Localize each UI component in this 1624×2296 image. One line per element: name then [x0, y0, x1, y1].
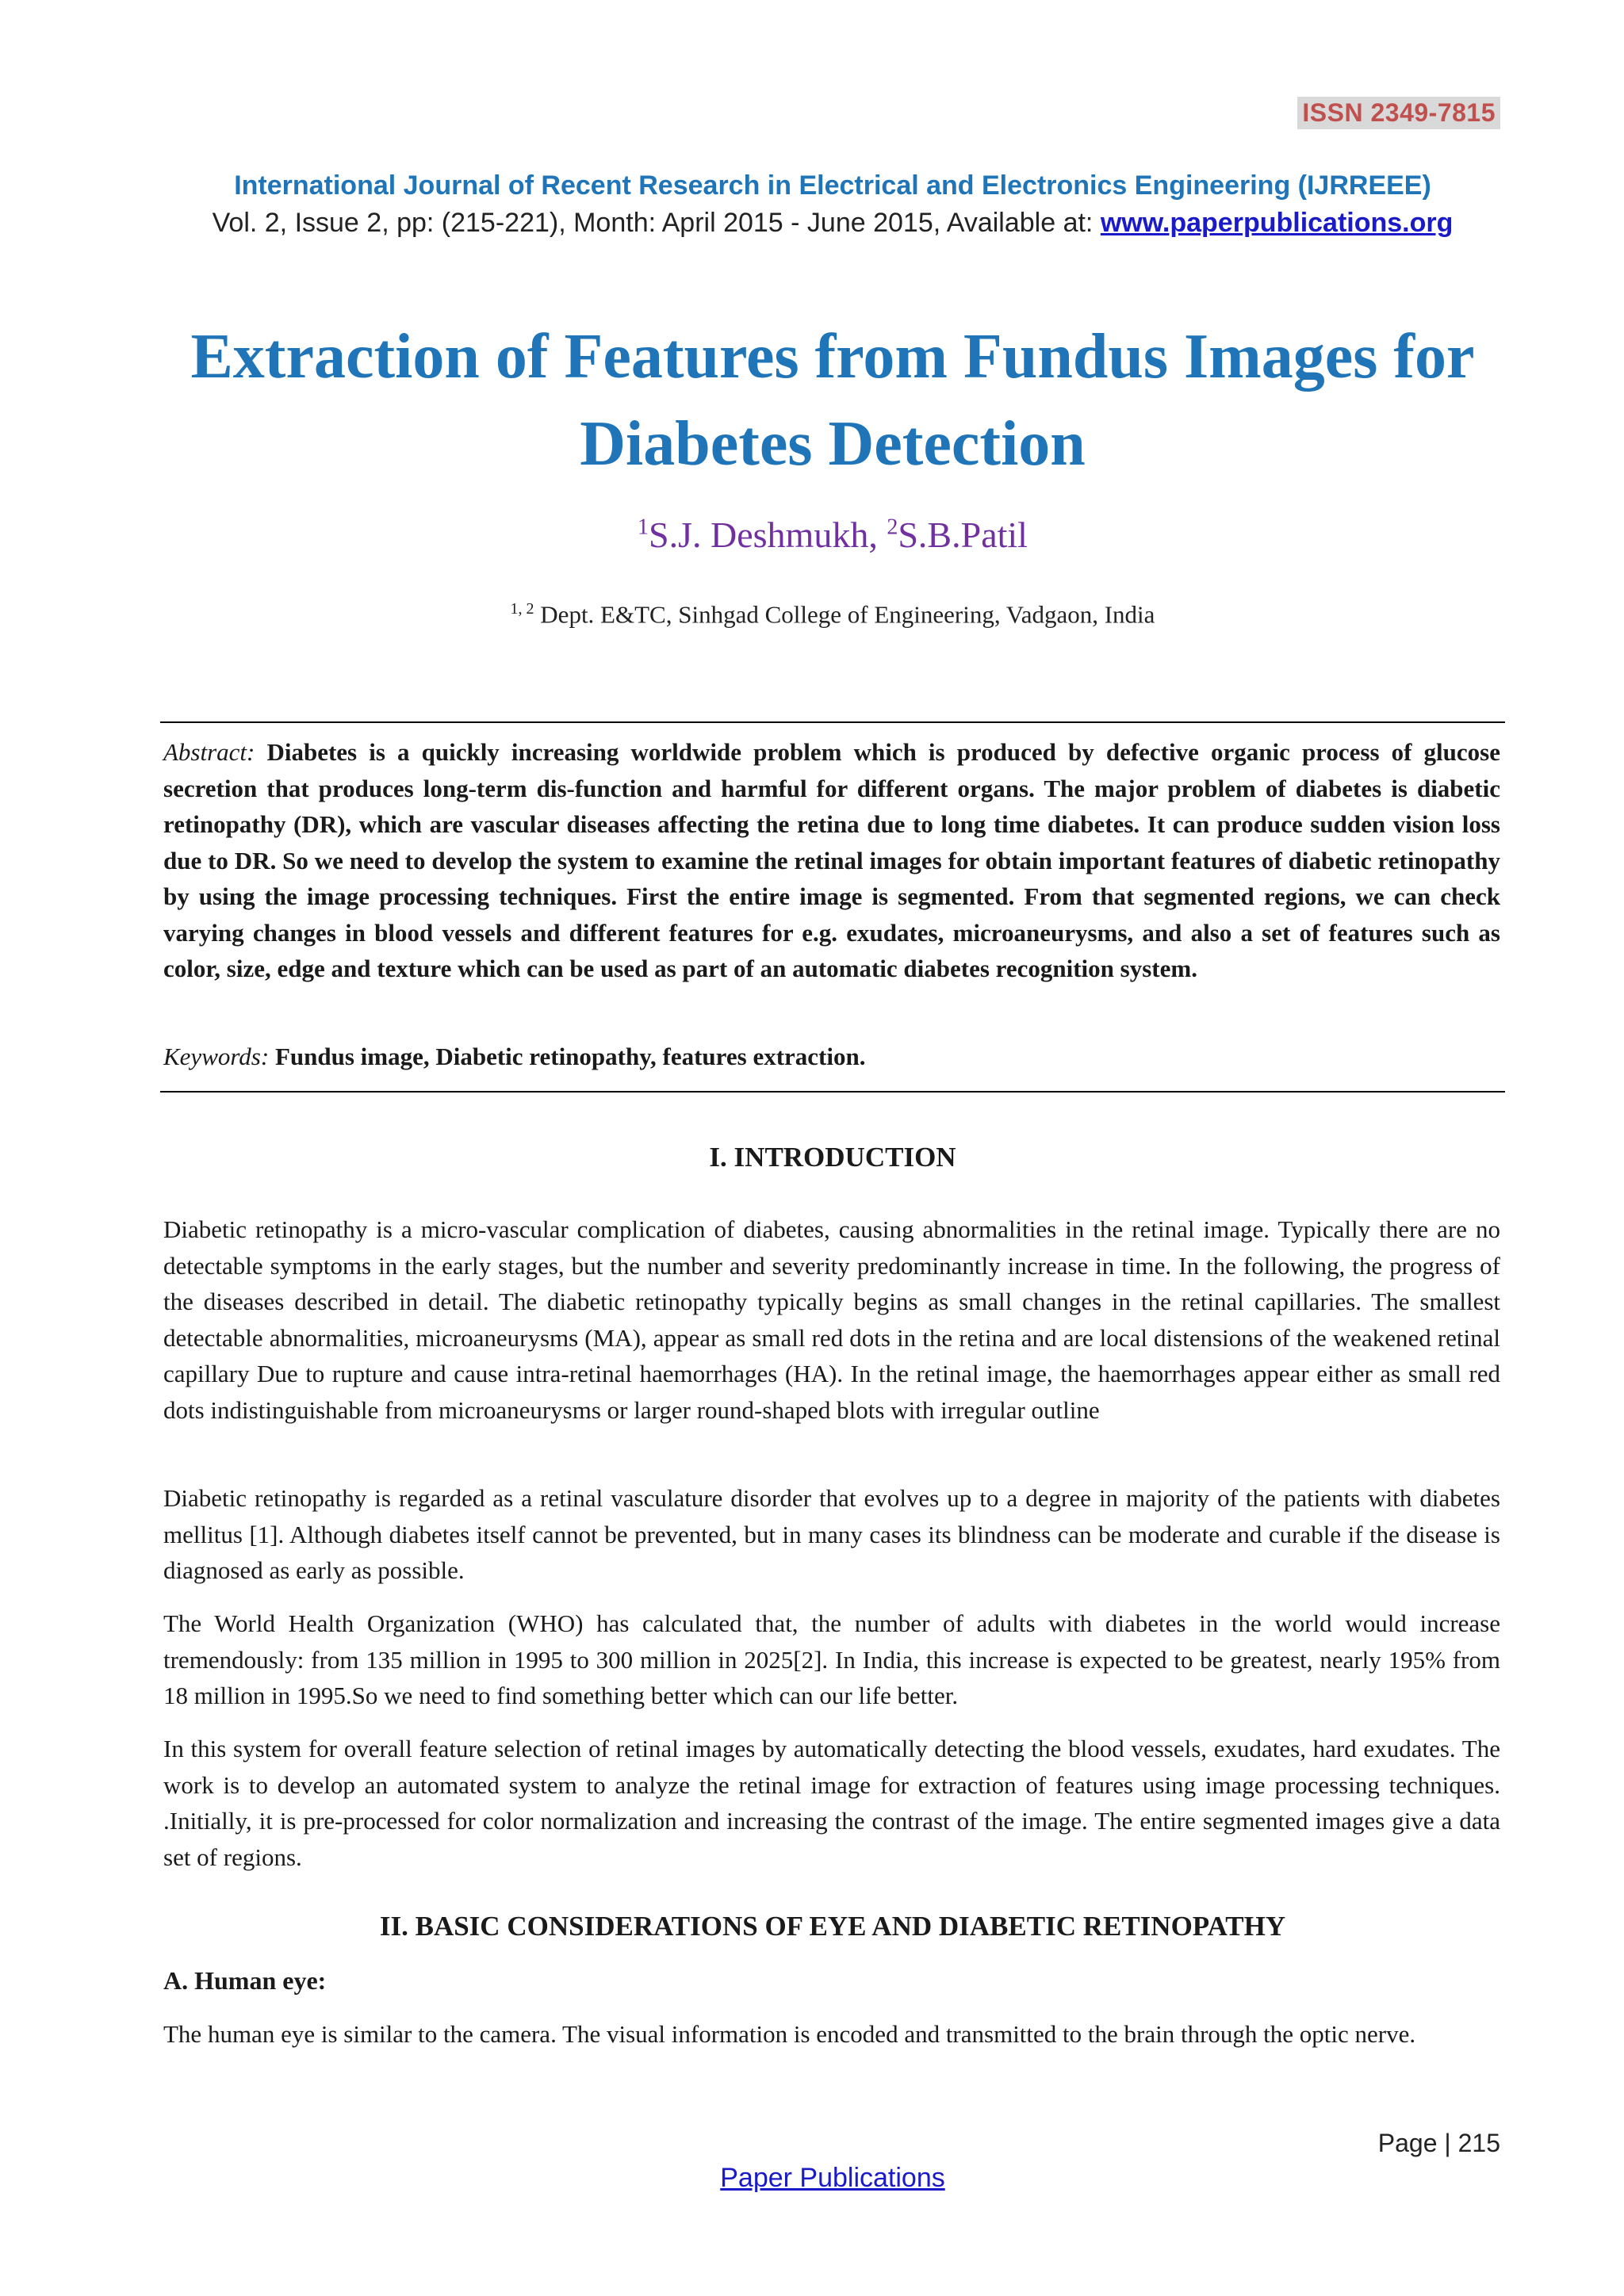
- abstract-label: Abstract:: [163, 738, 255, 766]
- intro-paragraph-1: Diabetic retinopathy is a micro-vascular complication of diabetes, causing abnormalities in the retinal image. Typically there are no detectable symptoms in the early stages, but the number and severity predominantly increase in time. In the following, the progress of the diseases described in detail. The diabetic retinopathy typically begins as small changes in the retinal capillaries. The smallest detectable abnormalities, microaneurysms (MA), appear as small red dots in the retina and are local distensions of the weakened retinal capillary Due to rupture and cause intra-retinal haemorrhages (HA). In the retinal image, the haemorrhages appear either as small red dots indistinguishable from microaneurysms or larger round-shaped blots with irregular outline: [163, 1215, 1500, 1424]
- affiliation: [0, 600, 1624, 629]
- author-2-name: S.B.Patil: [898, 515, 1028, 555]
- affiliation-sup: 1, 2: [510, 600, 534, 618]
- keywords-label: Keywords:: [163, 1043, 270, 1070]
- abstract-bottom-rule: [160, 1091, 1505, 1093]
- section-heading-basic-considerations: II. BASIC CONSIDERATIONS OF EYE AND DIABETIC RETINOPATHY: [379, 1911, 1286, 1942]
- intro-paragraph-3: The World Health Organization (WHO) has calculated that, the number of adults with diabetes in the world would increase tremendously: from 135 million in 1995 to 300 million in 2025[2]. In India, this increase is expected to be greatest, nearly 195% from 18 million in 1995.So we need to find something better which can our life better.: [163, 1609, 1500, 1709]
- subsection-heading-human-eye: A. Human eye:: [163, 1966, 327, 1995]
- human-eye-paragraph-1: The human eye is similar to the camera. The visual information is encoded and transmitted to the brain through the optic nerve.: [163, 2020, 1416, 2048]
- volume-info: [0, 208, 1624, 239]
- authors: [0, 514, 1624, 556]
- author-1-sup: 1: [638, 515, 649, 540]
- keywords: [163, 1039, 1500, 1075]
- keywords-text: Fundus image, Diabetic retinopathy, features extraction.: [269, 1043, 866, 1070]
- abstract-top-rule: [160, 721, 1505, 723]
- affiliation-text: Dept. E&TC, Sinhgad College of Engineering, Vadgaon, India: [534, 600, 1155, 629]
- author-1-name: S.J. Deshmukh,: [649, 515, 887, 555]
- intro-paragraph-4: In this system for overall feature selection of retinal images by automatically detecting the blood vessels, exudates, hard exudates. The work is to develop an automated system to analyze the retinal image for extraction of features using image processing techniques. .Initially, it is pre-processed for color normalization and increasing the contrast of the image. The entire segmented images give a data set of regions.: [163, 1735, 1500, 1871]
- intro-paragraph-2: Diabetic retinopathy is regarded as a retinal vasculature disorder that evolves up to a degree in majority of the patients with diabetes mellitus [1]. Although diabetes itself cannot be prevented, but in many cases its blindness can be moderate and curable if the disease is diagnosed as early as possible.: [163, 1484, 1500, 1584]
- paper-title: Extraction of Features from Fundus Images for Diabetes Detection: [190, 322, 1475, 479]
- journal-name: International Journal of Recent Research in Electrical and Electronics Engineering (IJRREEE): [234, 170, 1431, 201]
- page-number: Page | 215: [1377, 2129, 1500, 2157]
- volume-info-text: Vol. 2, Issue 2, pp: (215-221), Month: April 2015 - June 2015, Available at:: [212, 208, 1101, 238]
- abstract: [163, 734, 1500, 987]
- author-2-sup: 2: [887, 515, 898, 540]
- publisher-link[interactable]: Paper Publications: [720, 2163, 945, 2193]
- issn-badge: ISSN 2349-7815: [1297, 97, 1500, 129]
- section-heading-introduction: I. INTRODUCTION: [709, 1142, 956, 1173]
- website-link[interactable]: www.paperpublications.org: [1100, 208, 1454, 238]
- abstract-text: Diabetes is a quickly increasing worldwide problem which is produced by defective organic process of glucose secretion that produces long-term dis-function and harmful for different organs. The major problem of diabetes is diabetic retinopathy (DR), which are vascular diseases affecting the retina due to long time diabetes. It can produce sudden vision loss due to DR. So we need to develop the system to examine the retinal images for obtain important features of diabetic retinopathy by using the image processing techniques. First the entire image is segmented. From that segmented regions, we can check varying changes in blood vessels and different features for e.g. exudates, microaneurysms, and also a set of features such as color, size, edge and texture which can be used as part of an automatic diabetes recognition system.: [163, 738, 1500, 982]
